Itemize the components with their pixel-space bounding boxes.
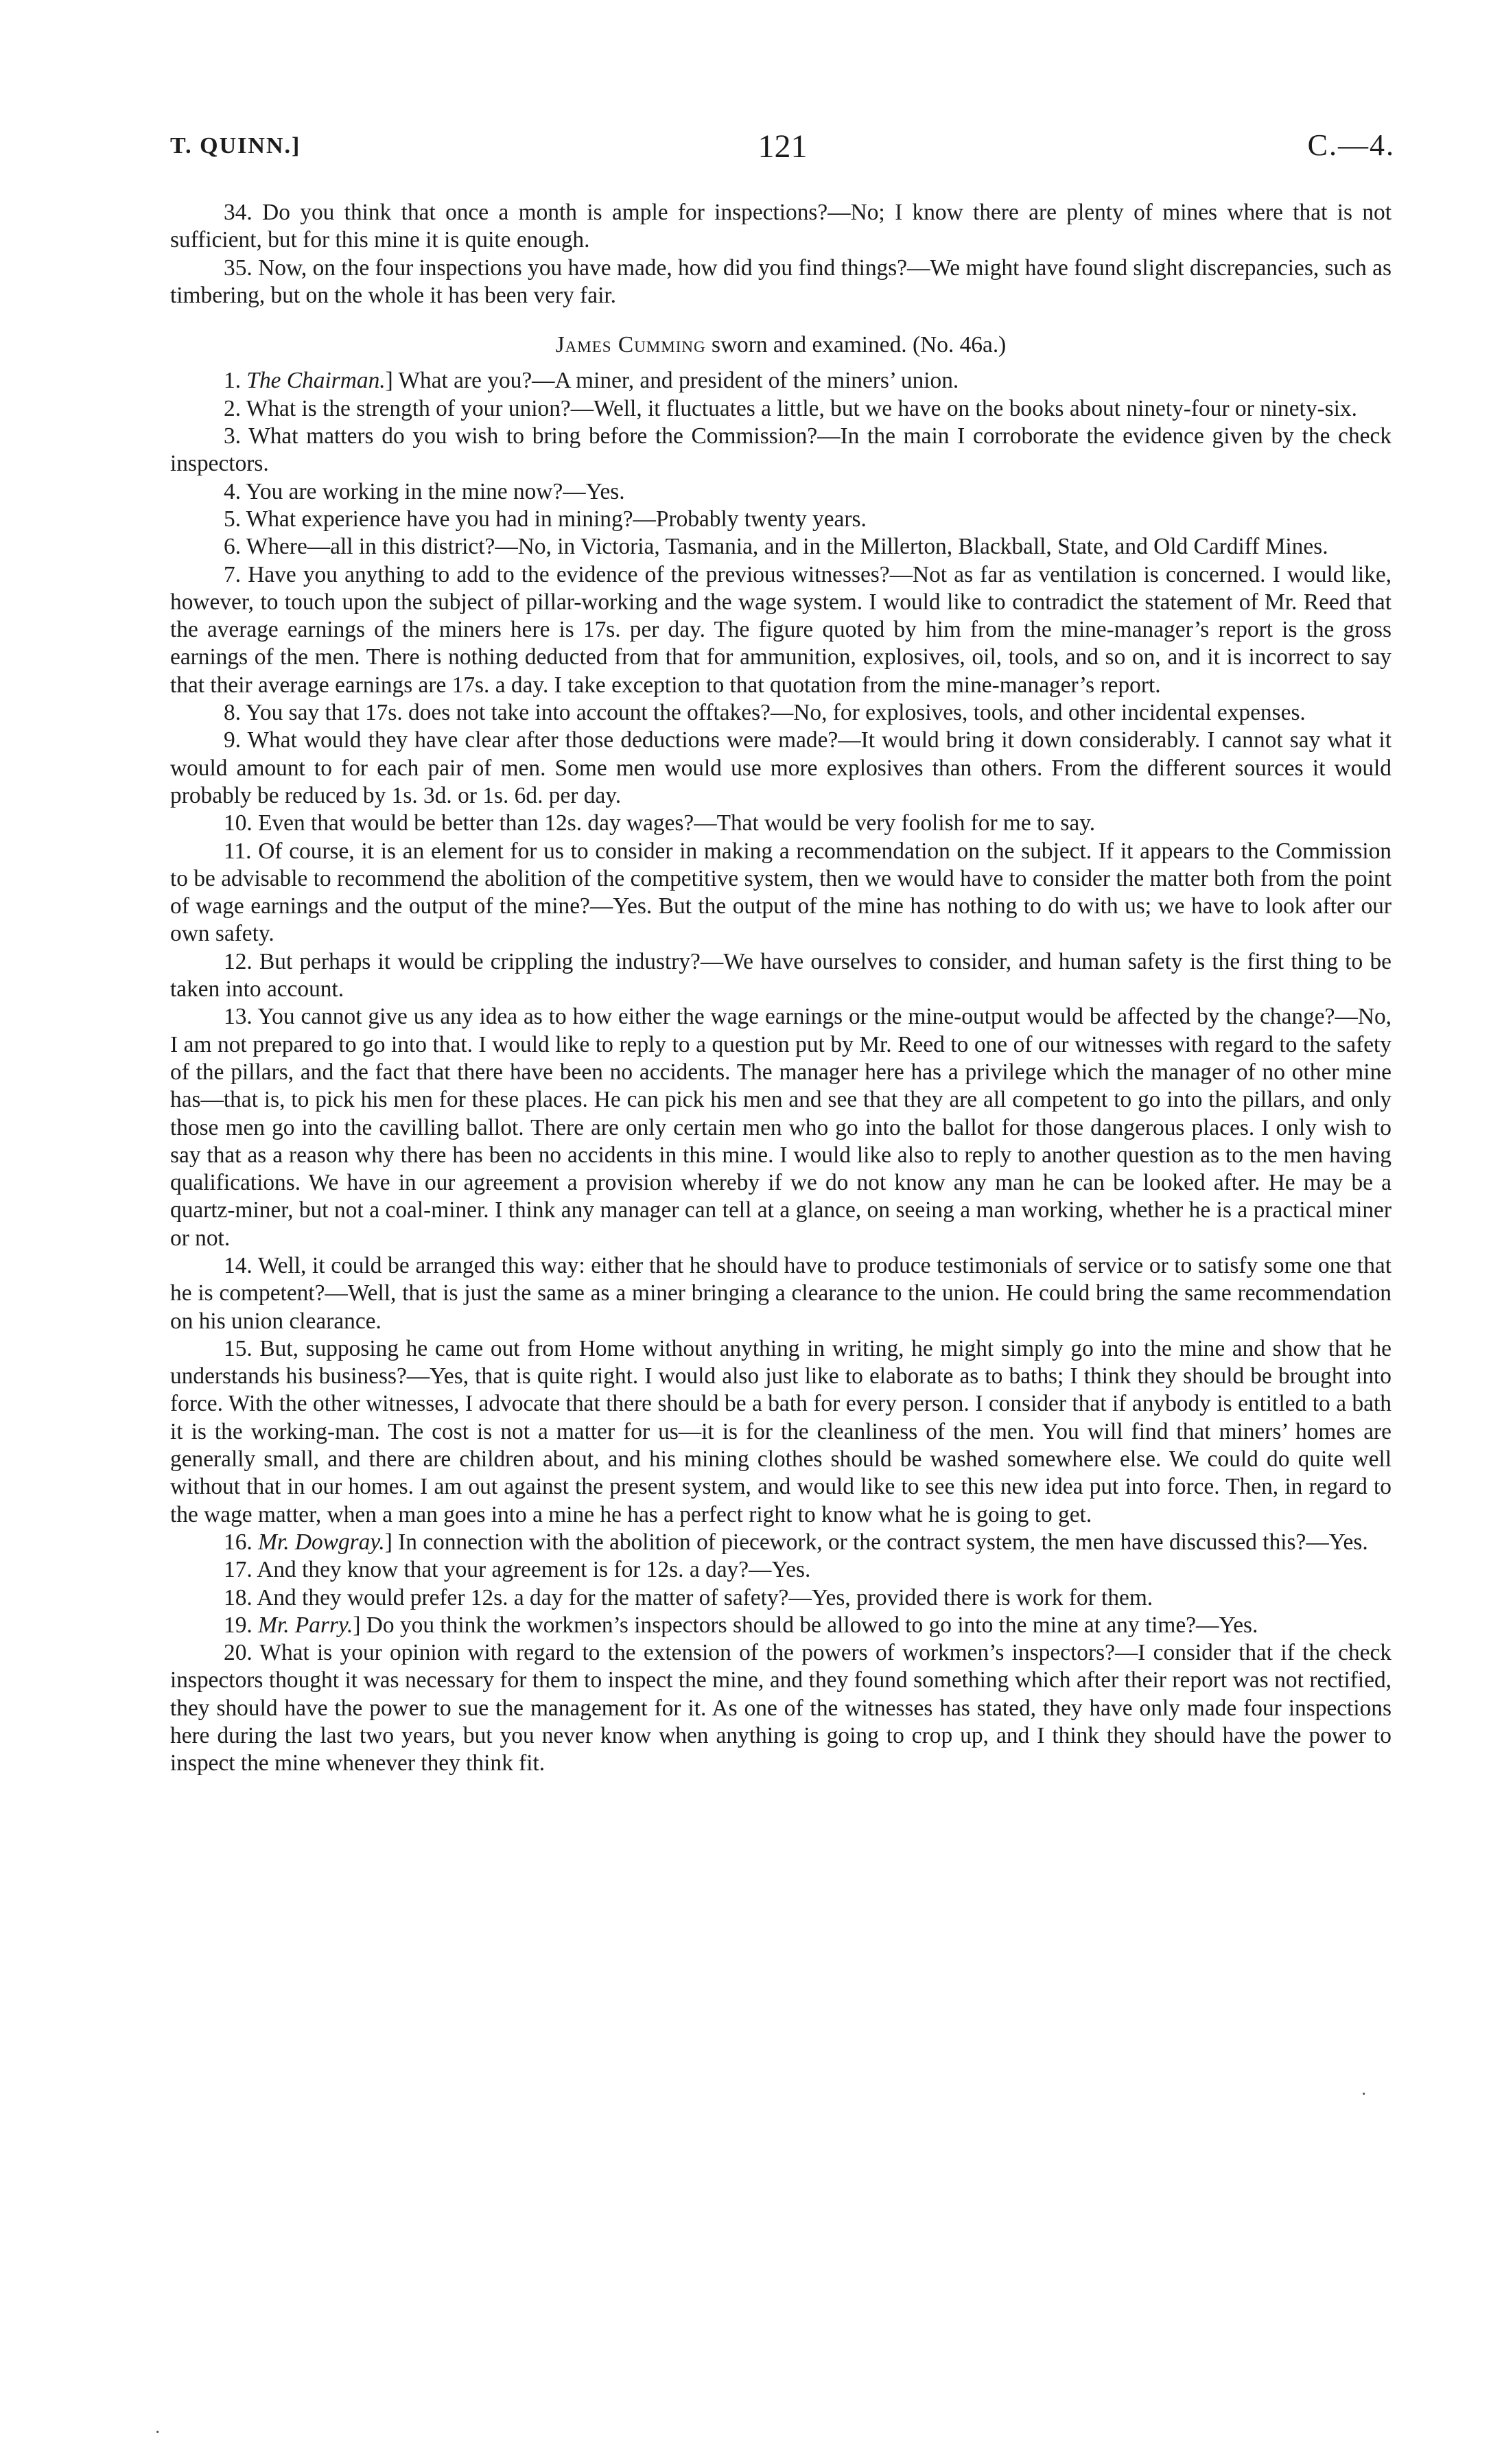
qa-paragraph [170,699,1392,727]
qa-paragraph [170,838,1392,948]
question-number: 14. [224,1252,258,1278]
question-number: 10. [224,810,259,836]
running-head-witness: T. QUINN.] [170,133,301,159]
question-number: 13. [224,1004,258,1030]
page-body [170,199,1392,1778]
question-number: 8. [224,700,246,726]
qa-paragraph [170,1612,1392,1639]
qa-text: What experience have you had in mining?—Probably twenty years. [246,506,867,532]
question-number: 3. [224,423,249,449]
question-number: 6. [224,534,246,560]
qa-text: But, supposing he came out from Home without anything in writing, he might simply go into the mine and show that he understands his business?—Yes, that is quite right. I would also just like to elaborate as to baths; I think they should be brought into force. With the other witnesses, I advocate that there should be a bath for every person. I consider that if anybody is entitled to a bath it is the working-man. The cost is not a matter for us—it is for the cleanliness of the men. You will find that miners’ homes are generally small, and there are children about, and his mining clothes should be washed somewhere else. We could do quite well without that in our homes. I am out against the present system, and would like to see this new idea put into force. Then, in regard to the wage matter, when a man goes into a mine he has a perfect right to know what he is going to get. [170,1335,1392,1527]
qa-paragraph [170,367,1392,395]
question-number: 5. [224,506,246,532]
qa-text: What would they have clear after those deductions were made?—It would bring it down considerably. I cannot say what it would amount to for each pair of men. Some men would use more explosives than others. From the different sources it would probably be reduced by 1s. 3d. or 1s. 6d. per day. [170,727,1392,808]
speaker-bracket: ] [353,1612,366,1638]
witness-number: (No. 46a.) [912,332,1007,358]
speaker-name: The Chairman. [246,368,386,394]
qa-text: Well, it could be arranged this way: either that he should have to produce testimonials of service or to satisfy some one that he is competent?—Well, that is just the same as a miner bringing a clearance to the union. He could bring the same recommendation on his union clearance. [170,1252,1392,1334]
margin-mark: · [154,2422,161,2443]
qa-text: You say that 17s. does not take into account the offtakes?—No, for explosives, tools, and other incidental expenses. [246,700,1306,726]
qa-paragraph [170,533,1392,561]
witness-status: sworn and examined. [711,332,907,358]
question-number: 16. [224,1529,259,1555]
qa-text: You are working in the mine now?—Yes. [246,478,625,504]
qa-text: You cannot give us any idea as to how either the wage earnings or the mine-output would be affected by the change?—No, I am not prepared to go into that. I would like to reply to a question put by Mr. Reed to one of our witnesses with regard to the safety of the pillars, and the fact that there have been no accidents. The manager here has a privilege which the manager of no other mine has—that is, to pick his men for these places. He can pick his men and see that they are all competent to go into the pillars, and only those men go into the cavilling ballot. There are only certain men who go into the ballot for those dangerous places. I only wish to say that as a reason why there has been no accidents in this mine. I would like also to reply to another question as to the men having qualifications. We have in our agreement a provision whereby if we do not know any man he can be looked after. He may be a quartz-miner, but not a coal-miner. I think any manager can tell at a glance, on seeing a man working, whether he is a practical miner or not. [170,1004,1392,1251]
question-number: 18. [224,1584,257,1610]
qa-paragraph [170,1584,1392,1612]
margin-mark: · [1361,2084,1367,2105]
question-number: 11. [224,838,259,864]
qa-paragraph [170,506,1392,533]
qa-text: In connection with the abolition of piecework, or the contract system, the men have discussed this?—Yes. [398,1529,1368,1555]
qa-paragraph [170,727,1392,810]
question-number: 4. [224,478,246,504]
qa-text: Have you anything to add to the evidence of the previous witnesses?—Not as far as ventilation is concerned. I would like, however, to touch upon the subject of pillar-working and the wage system. I would like to contradict the statement of Mr. Reed that the average earnings of the miners here is 17s. per day. The figure quoted by him from the mine-manager’s report is the gross earnings of the men. There is nothing deducted from that for ammunition, explosives, oil, tools, and so on, and it is incorrect to say that their average earnings are 17s. a day. I take exception to that quotation from the mine-manager’s report. [170,561,1392,698]
question-number: 1. [224,368,247,394]
qa-text: What are you?—A miner, and president of the miners’ union. [398,368,959,394]
qa-paragraph [170,423,1392,478]
question-number: 19. [224,1612,259,1638]
answer-paragraph: 34. Do you think that once a month is ample for inspections?—No; I know there are plenty of mines where that is not sufficient, but for this mine it is quite enough. [170,200,1392,253]
question-number: 15. [224,1335,260,1361]
qa-paragraph [170,810,1392,837]
qa-text: But perhaps it would be crippling the industry?—We have ourselves to consider, and human safety is the first thing to be taken into account. [170,948,1392,1002]
qa-paragraph [170,561,1392,699]
question-number: 7. [224,561,248,587]
witness-name: James Cumming [555,332,706,358]
speaker-bracket: ] [384,1529,399,1555]
speaker-name: Mr. Dowgray. [258,1529,385,1555]
qa-paragraph [170,1003,1392,1252]
qa-text: Where—all in this district?—No, in Victoria, Tasmania, and in the Millerton, Blackball, State, and Old Cardiff Mines. [246,534,1328,560]
question-number: 17. [224,1557,257,1583]
qa-paragraph [170,478,1392,506]
speaker-bracket: ] [385,368,399,394]
qa-paragraph [170,1556,1392,1584]
qa-paragraph [170,1335,1392,1529]
page-header [170,128,1395,169]
witness-heading [170,331,1392,359]
qa-text: Even that would be better than 12s. day wages?—That would be very foolish for me to say. [258,810,1096,836]
speaker-name: Mr. Parry. [258,1612,353,1638]
qa-paragraph [170,395,1392,423]
answer-paragraph: 35. Now, on the four inspections you have made, how did you find things?—We might have found slight discrepancies, such as timbering, but on the whole it has been very fair. [170,255,1392,308]
qa-list [170,367,1392,1777]
qa-text: What is the strength of your union?—Well, it fluctuates a little, but we have on the books about ninety-four or ninety-six. [246,395,1357,421]
qa-text: And they would prefer 12s. a day for the matter of safety?—Yes, provided there is work for them. [257,1584,1153,1610]
qa-paragraph [170,1252,1392,1335]
qa-text: Of course, it is an element for us to consider in making a recommendation on the subject. If it appears to the Commission to be advisable to recommend the abolition of the competitive system, then we would have to consider the matter both from the point of wage earnings and the output of the mine?—Yes. But the output of the mine has nothing to do with us; we have to look after our own safety. [170,838,1392,947]
question-number: 2. [224,395,246,421]
qa-paragraph [170,1529,1392,1556]
qa-text: What is your opinion with regard to the extension of the powers of workmen’s inspectors?—I consider that if the check inspectors thought it was necessary for them to inspect the mine, and they found something which after their report was not rectified, they should have the power to sue the management for it. As one of the witnesses has stated, they have only made four inspections here during the last two years, but you never know when anything is going to crop up, and I think they should have the power to inspect the mine whenever they think fit. [170,1640,1392,1776]
question-number: 20. [224,1640,260,1666]
qa-paragraph [170,1639,1392,1777]
qa-text: And they know that your agreement is for 12s. a day?—Yes. [257,1557,811,1583]
qa-text: Do you think the workmen’s inspectors should be allowed to go into the mine at any time?—Yes. [366,1612,1258,1638]
question-number: 12. [224,948,259,974]
page-number: 121 [758,128,808,165]
paper-reference: C.—4. [1307,128,1395,162]
qa-text: What matters do you wish to bring before the Commission?—In the main I corroborate the evidence given by the check inspectors. [170,423,1392,477]
question-number: 9. [224,727,248,753]
qa-paragraph [170,948,1392,1004]
